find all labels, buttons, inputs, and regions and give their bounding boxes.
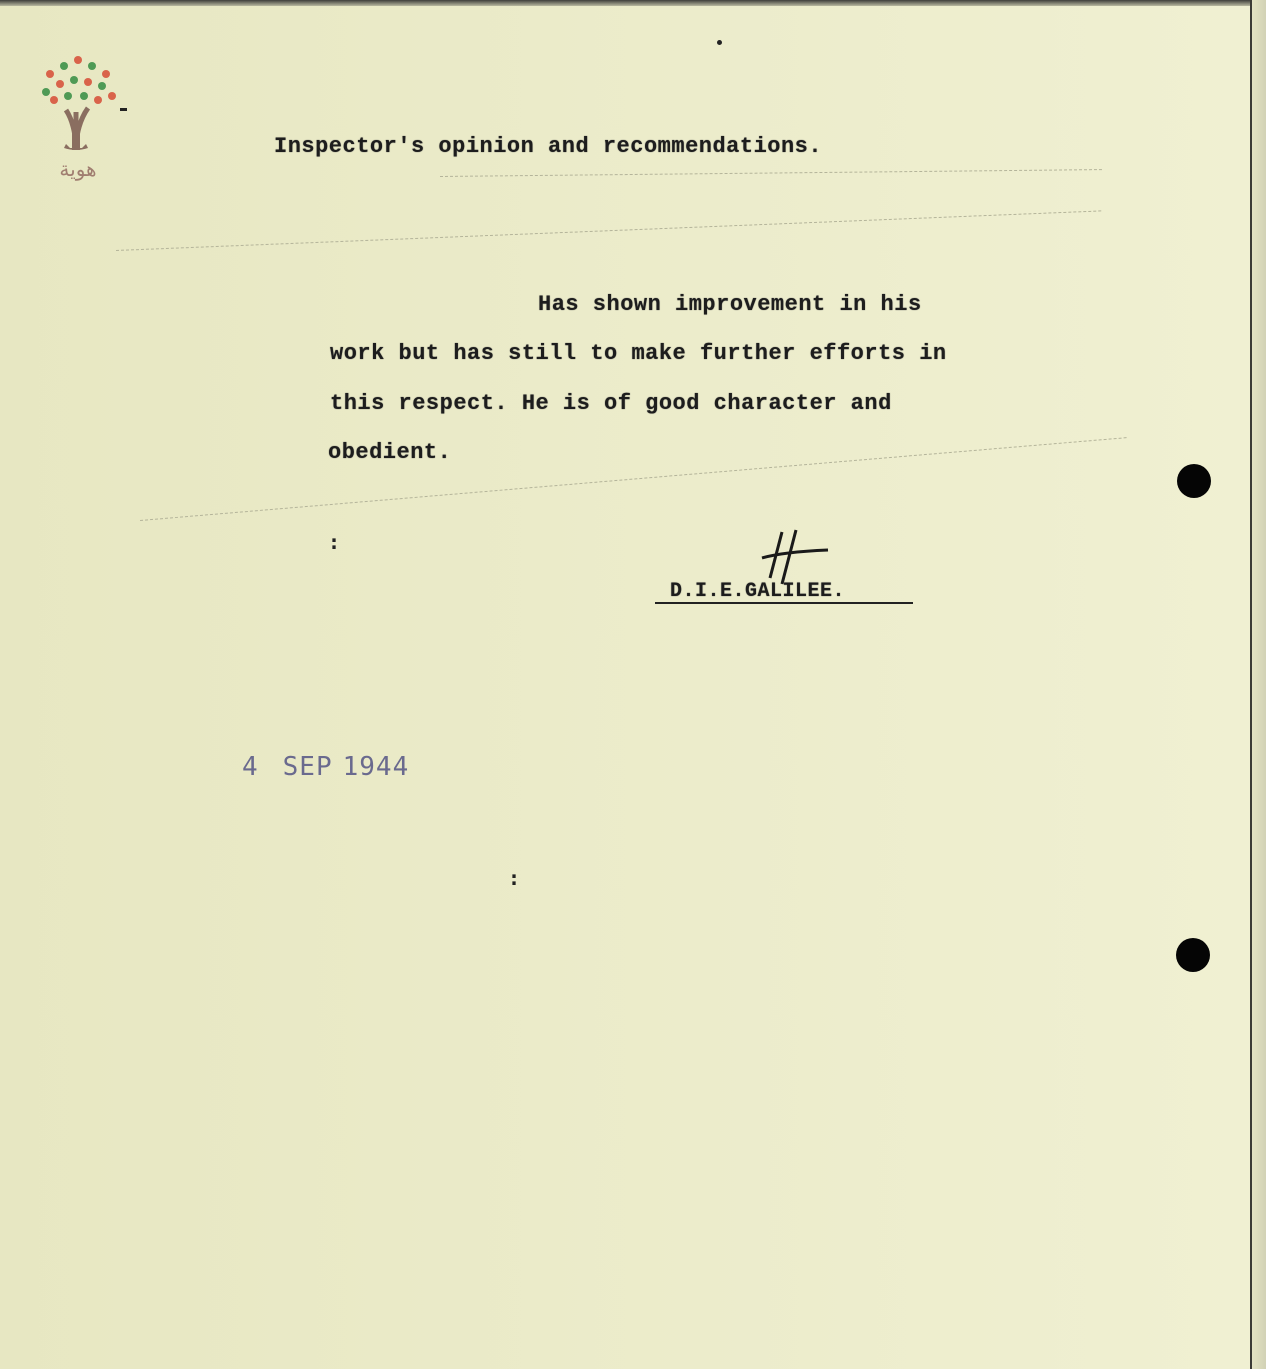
ink-speck	[717, 40, 722, 45]
form-colon: :	[328, 530, 341, 554]
signature-block: D.I.E.GALILEE.	[670, 580, 846, 603]
form-line	[140, 437, 1127, 521]
body-line-1: Has shown improvement in his	[538, 292, 922, 317]
signature-underline	[655, 602, 913, 604]
scan-right-edge	[1250, 0, 1266, 1369]
scan-top-edge	[0, 0, 1266, 6]
date-stamp	[242, 752, 433, 782]
body-line-3: this respect. He is of good character and	[330, 391, 892, 416]
page-heading: Inspector's opinion and recommendations.	[274, 134, 823, 159]
handwritten-signature	[752, 528, 832, 588]
punch-hole-lower	[1176, 938, 1210, 972]
logo-caption: هوية	[59, 157, 97, 181]
form-line	[116, 210, 1101, 251]
ink-speck	[120, 108, 127, 111]
punch-hole-upper	[1177, 464, 1211, 498]
date-stamp-year: 1944	[342, 752, 410, 782]
body-line-4: obedient.	[328, 440, 452, 465]
form-colon: :	[508, 866, 521, 890]
tree-logo-icon	[36, 52, 120, 212]
form-line	[440, 169, 1102, 177]
date-stamp-month: SEP	[282, 752, 333, 782]
date-stamp-day: 4	[242, 752, 259, 782]
body-line-2: work but has still to make further efforts in	[330, 341, 947, 366]
